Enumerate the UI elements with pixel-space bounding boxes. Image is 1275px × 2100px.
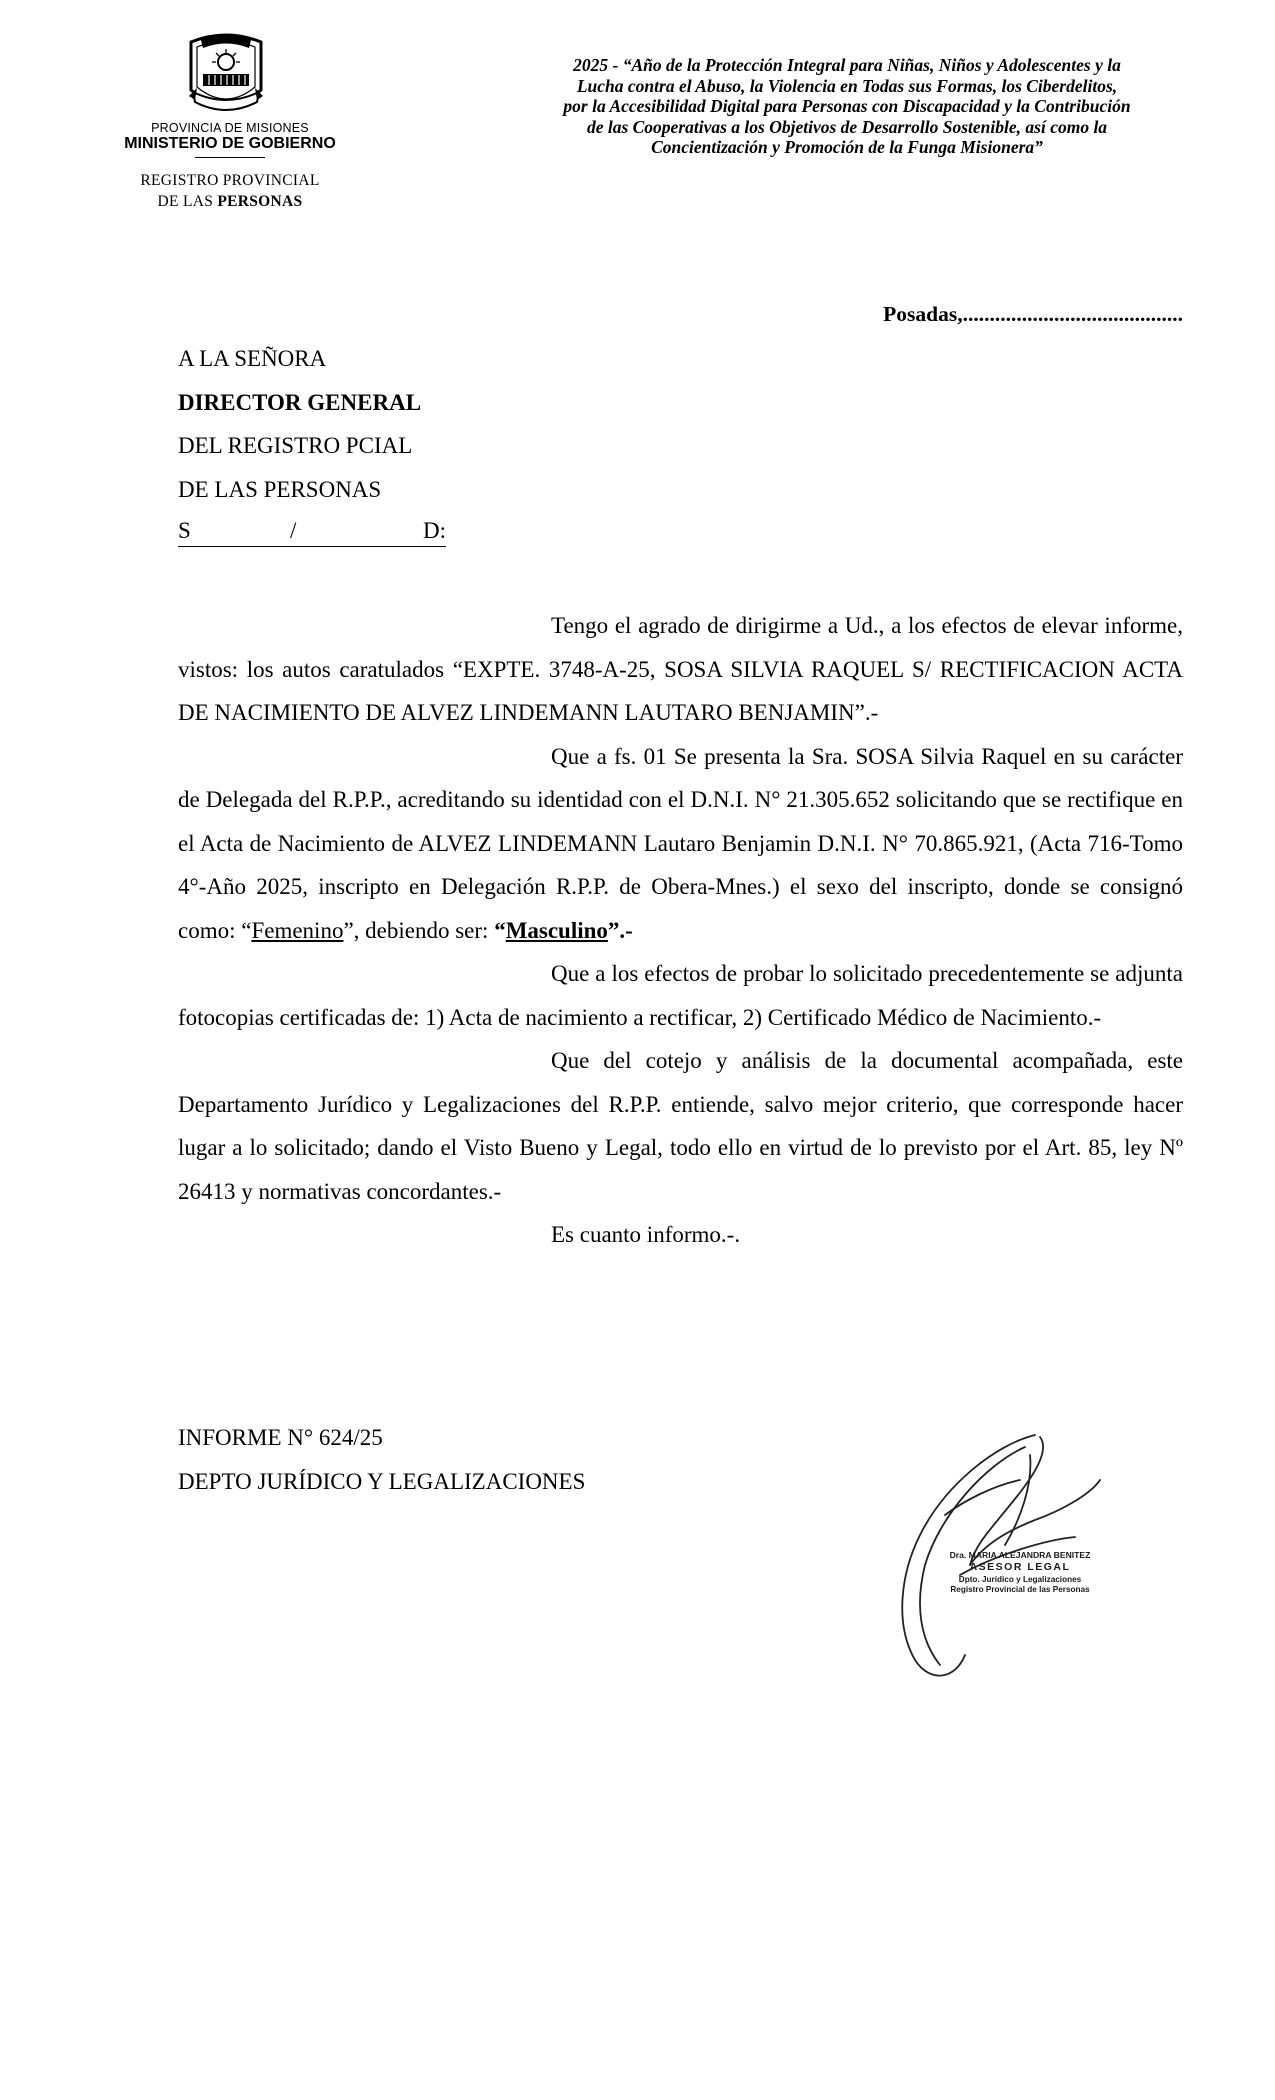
motto-line: Concientización y Promoción de la Funga Misionera” <box>651 137 1043 157</box>
sd-salutation: S / D: <box>178 518 446 547</box>
motto-line: Lucha contra el Abuso, la Violencia en Todas sus Formas, los Ciberdelitos, <box>576 75 1118 96</box>
value-masculino: Masculino <box>505 917 608 943</box>
report-body <box>178 604 1183 1257</box>
registry-line-2: DE LAS PERSONAS <box>157 193 303 210</box>
misiones-coat-of-arms <box>183 28 269 114</box>
year-motto <box>496 55 1198 158</box>
place-date: Posadas,......................................... <box>883 302 1183 326</box>
addressee-title: DIRECTOR GENERAL <box>178 390 422 415</box>
addressee-line-3: DEL REGISTRO PCIAL <box>178 433 413 458</box>
ministry-name: MINISTERIO DE GOBIERNO <box>124 135 336 152</box>
report-number: INFORME N° 624/25 <box>178 1425 383 1450</box>
letterhead-divider <box>195 157 265 158</box>
value-femenino: Femenino <box>251 917 344 943</box>
report-department: DEPTO JURÍDICO Y LEGALIZACIONES <box>178 1469 586 1494</box>
stamp-title: ASESOR LEGAL <box>969 1561 1071 1573</box>
paragraph-analysis: Que del cotejo y análisis de la documental acompañada, este Departamento Jurídico y Legalizaciones del R.P.P. entiende, salvo mejor criterio, que corresponde hacer lugar a lo solicitado; dando el Visto Bueno y Legal, todo ello en virtud de lo previsto por el Art. 85, ley Nº 26413 y normativas concordantes.- <box>178 1048 1183 1204</box>
paragraph-closing: Es cuanto informo.-. <box>551 1222 741 1247</box>
motto-line: por la Accesibilidad Digital para Personas con Discapacidad y la Contribución <box>563 96 1131 116</box>
motto-line: 2025 - “Año de la Protección Integral para Niñas, Niños y Adolescentes y la <box>573 55 1121 75</box>
paragraph-attachments: Que a los efectos de probar lo solicitado precedentemente se adjunta fotocopias certificadas de: 1) Acta de nacimiento a rectificar, 2) Certificado Médico de Nacimiento.- <box>178 961 1183 1030</box>
paragraph-request: Que a fs. 01 Se presenta la Sra. SOSA Silvia Raquel en su carácter de Delegada del R.P.P., acreditando su identidad con el D.N.I. N° 21.305.652 solicitando que se rectifique en el Acta de Nacimiento de ALVEZ LINDEMANN Lautaro Benjamin D.N.I. N° 70.865.921, (Acta 716-Tomo 4°-Año 2025, inscripto en Delegación R.P.P. de Obera-Mnes.) el sexo del inscripto, donde se consignó como: “Femenino”, debiendo ser: “Masculino”.- <box>178 743 1183 943</box>
province-name: PROVINCIA DE MISIONES <box>151 121 309 135</box>
addressee-line-1: A LA SEÑORA <box>178 346 327 371</box>
stamp-department: Dpto. Jurídico y Legalizaciones <box>958 1575 1082 1584</box>
stamp-office: Registro Provincial de las Personas <box>950 1585 1090 1594</box>
registry-line-1: REGISTRO PROVINCIAL <box>140 172 320 189</box>
stamp-name: Dra. MARIA ALEJANDRA BENITEZ <box>949 1550 1091 1560</box>
paragraph-intro: Tengo el agrado de dirigirme a Ud., a los efectos de elevar informe, vistos: los autos caratulados “EXPTE. 3748-A-25, SOSA SILVIA RAQUEL S/ RECTIFICACION ACTA DE NACIMIENTO DE ALVEZ LINDEMANN LAUTARO BENJAMIN”.- <box>178 613 1183 725</box>
motto-line: de las Cooperativas a los Objetivos de Desarrollo Sostenible, así como la <box>586 116 1108 137</box>
addressee-line-4: DE LAS PERSONAS <box>178 477 382 502</box>
